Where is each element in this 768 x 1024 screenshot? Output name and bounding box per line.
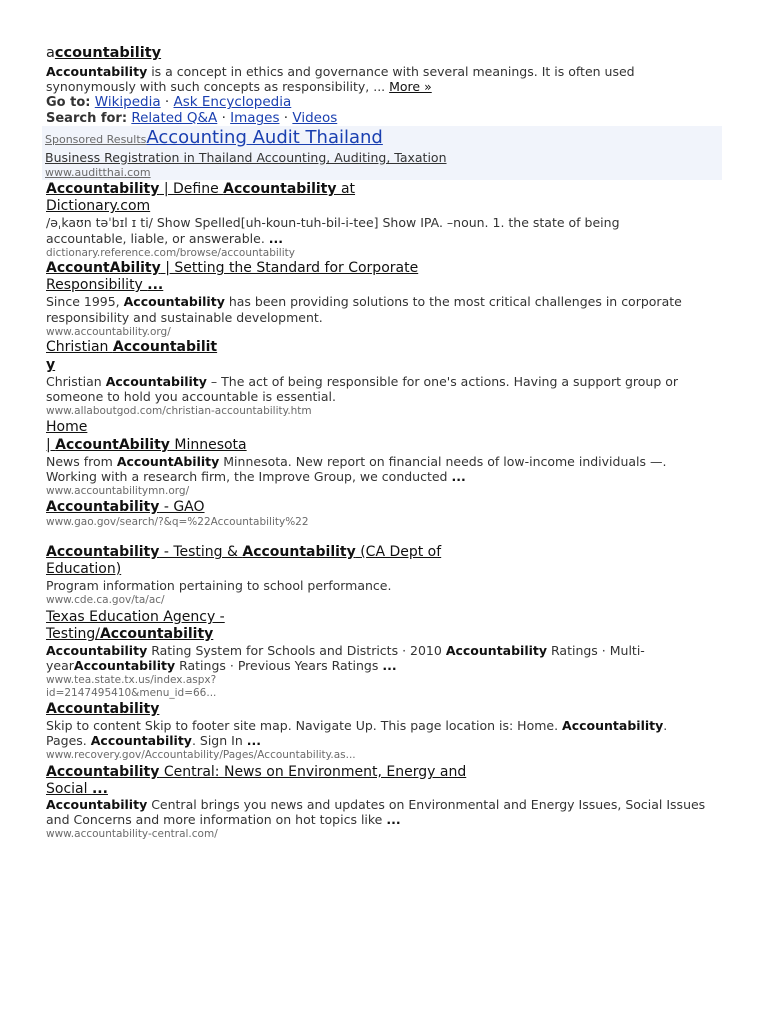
result-title[interactable]: Texas Education Agency - [46,609,225,625]
more-link[interactable]: More » [389,79,432,94]
sponsored-label: Sponsored Results [45,133,147,146]
sponsored-title-row [45,127,383,148]
result-snippet: Christian Accountability – The act of being responsible for one's actions. Having a support group or [46,374,679,389]
result-snippet-line2: Pages. Accountability. Sign In ... [46,733,261,748]
result-url: www.cde.ca.gov/ta/ac/ [46,594,165,606]
search-for-row: Search for: Related Q&A · Images · Videos [46,110,338,126]
result-url: www.accountability-central.com/ [46,828,218,840]
result-url: www.gao.gov/search/?&q=%22Accountability%22 [46,516,309,528]
goto-row: Go to: Wikipedia · Ask Encyclopedia [46,94,292,110]
result-title-cont[interactable]: y [46,357,56,373]
related-qa-link[interactable]: Related Q&A [131,110,218,126]
result-title[interactable]: Accountability - Testing & Accountability (CA Dept of [46,544,442,560]
sponsored-desc[interactable]: Business Registration in Thailand Accounting, Auditing, Taxation [45,150,447,165]
result-snippet-line2: accountable, liable, or answerable. ... [46,231,284,246]
result-url: dictionary.reference.com/browse/accountability [46,247,295,259]
images-link[interactable]: Images [230,110,280,126]
wikipedia-link[interactable]: Wikipedia [94,94,161,110]
result-title[interactable]: Christian Accountabilit [46,339,218,355]
result-snippet-line2: Working with a research firm, the Improve Group, we conducted ... [46,469,466,484]
ask-encyclopedia-link[interactable]: Ask Encyclopedia [173,94,292,110]
answer-title[interactable]: accountability [46,45,162,61]
result-title[interactable]: Accountability | Define Accountability at [46,181,356,197]
result-snippet-line2: yearAccountability Ratings · Previous Years Ratings ... [46,658,397,673]
result-url: www.tea.state.tx.us/index.aspx? [46,674,217,686]
answer-definition: Accountability is a concept in ethics and governance with several meanings. It is often used [46,64,635,79]
result-url: www.accountabilitymn.org/ [46,485,190,497]
result-snippet: Accountability Rating System for Schools and Districts · 2010 Accountability Ratings · Multi- [46,643,645,658]
result-title-cont[interactable]: Education) [46,561,122,577]
result-title[interactable]: Home [46,419,88,435]
result-snippet: Accountability Central brings you news and updates on Environmental and Energy Issues, Social Issues [46,797,706,812]
result-url: www.accountability.org/ [46,326,171,338]
result-snippet: News from AccountAbility Minnesota. New report on financial needs of low-income individuals —. [46,454,667,469]
result-snippet: Skip to content Skip to footer site map. Navigate Up. This page location is: Home. Accountability. [46,718,668,733]
result-snippet: Program information pertaining to school performance. [46,578,392,593]
result-snippet: /əˌkaʊn təˈbɪl ɪ ti/ Show Spelled[uh-koun-tuh-bil-i-tee] Show IPA. –noun. 1. the state of being [46,215,620,230]
sponsored-url[interactable]: www.auditthai.com [45,166,151,179]
sponsored-title[interactable]: Accounting Audit Thailand [146,127,383,148]
result-title[interactable]: Accountability [46,701,160,717]
result-snippet-line2: and Concerns and more information on hot topics like ... [46,812,401,827]
result-snippet-line2: responsibility and sustainable development. [46,310,323,325]
result-title[interactable]: Accountability - GAO [46,499,205,515]
result-url: www.recovery.gov/Accountability/Pages/Accountability.as... [46,749,356,761]
result-title[interactable]: AccountAbility | Setting the Standard for Corporate [46,260,419,276]
result-title-cont[interactable]: Social ... [46,781,108,797]
result-title-cont[interactable]: Dictionary.com [46,198,151,214]
result-title-cont[interactable]: | AccountAbility Minnesota [46,437,247,453]
result-title[interactable]: Accountability Central: News on Environment, Energy and [46,764,467,780]
result-title-cont[interactable]: Testing/Accountability [46,626,214,642]
result-snippet: Since 1995, Accountability has been providing solutions to the most critical challenges in corporate [46,294,682,309]
videos-link[interactable]: Videos [292,110,338,126]
result-url-line2: id=2147495410&menu_id=66... [46,687,217,699]
result-snippet-line2: someone to hold you accountable is essential. [46,389,336,404]
result-url: www.allaboutgod.com/christian-accountability.htm [46,405,312,417]
result-title-cont[interactable]: Responsibility ... [46,277,164,293]
answer-definition-line2: synonymously with such concepts as responsibility, ... More » [46,79,432,94]
